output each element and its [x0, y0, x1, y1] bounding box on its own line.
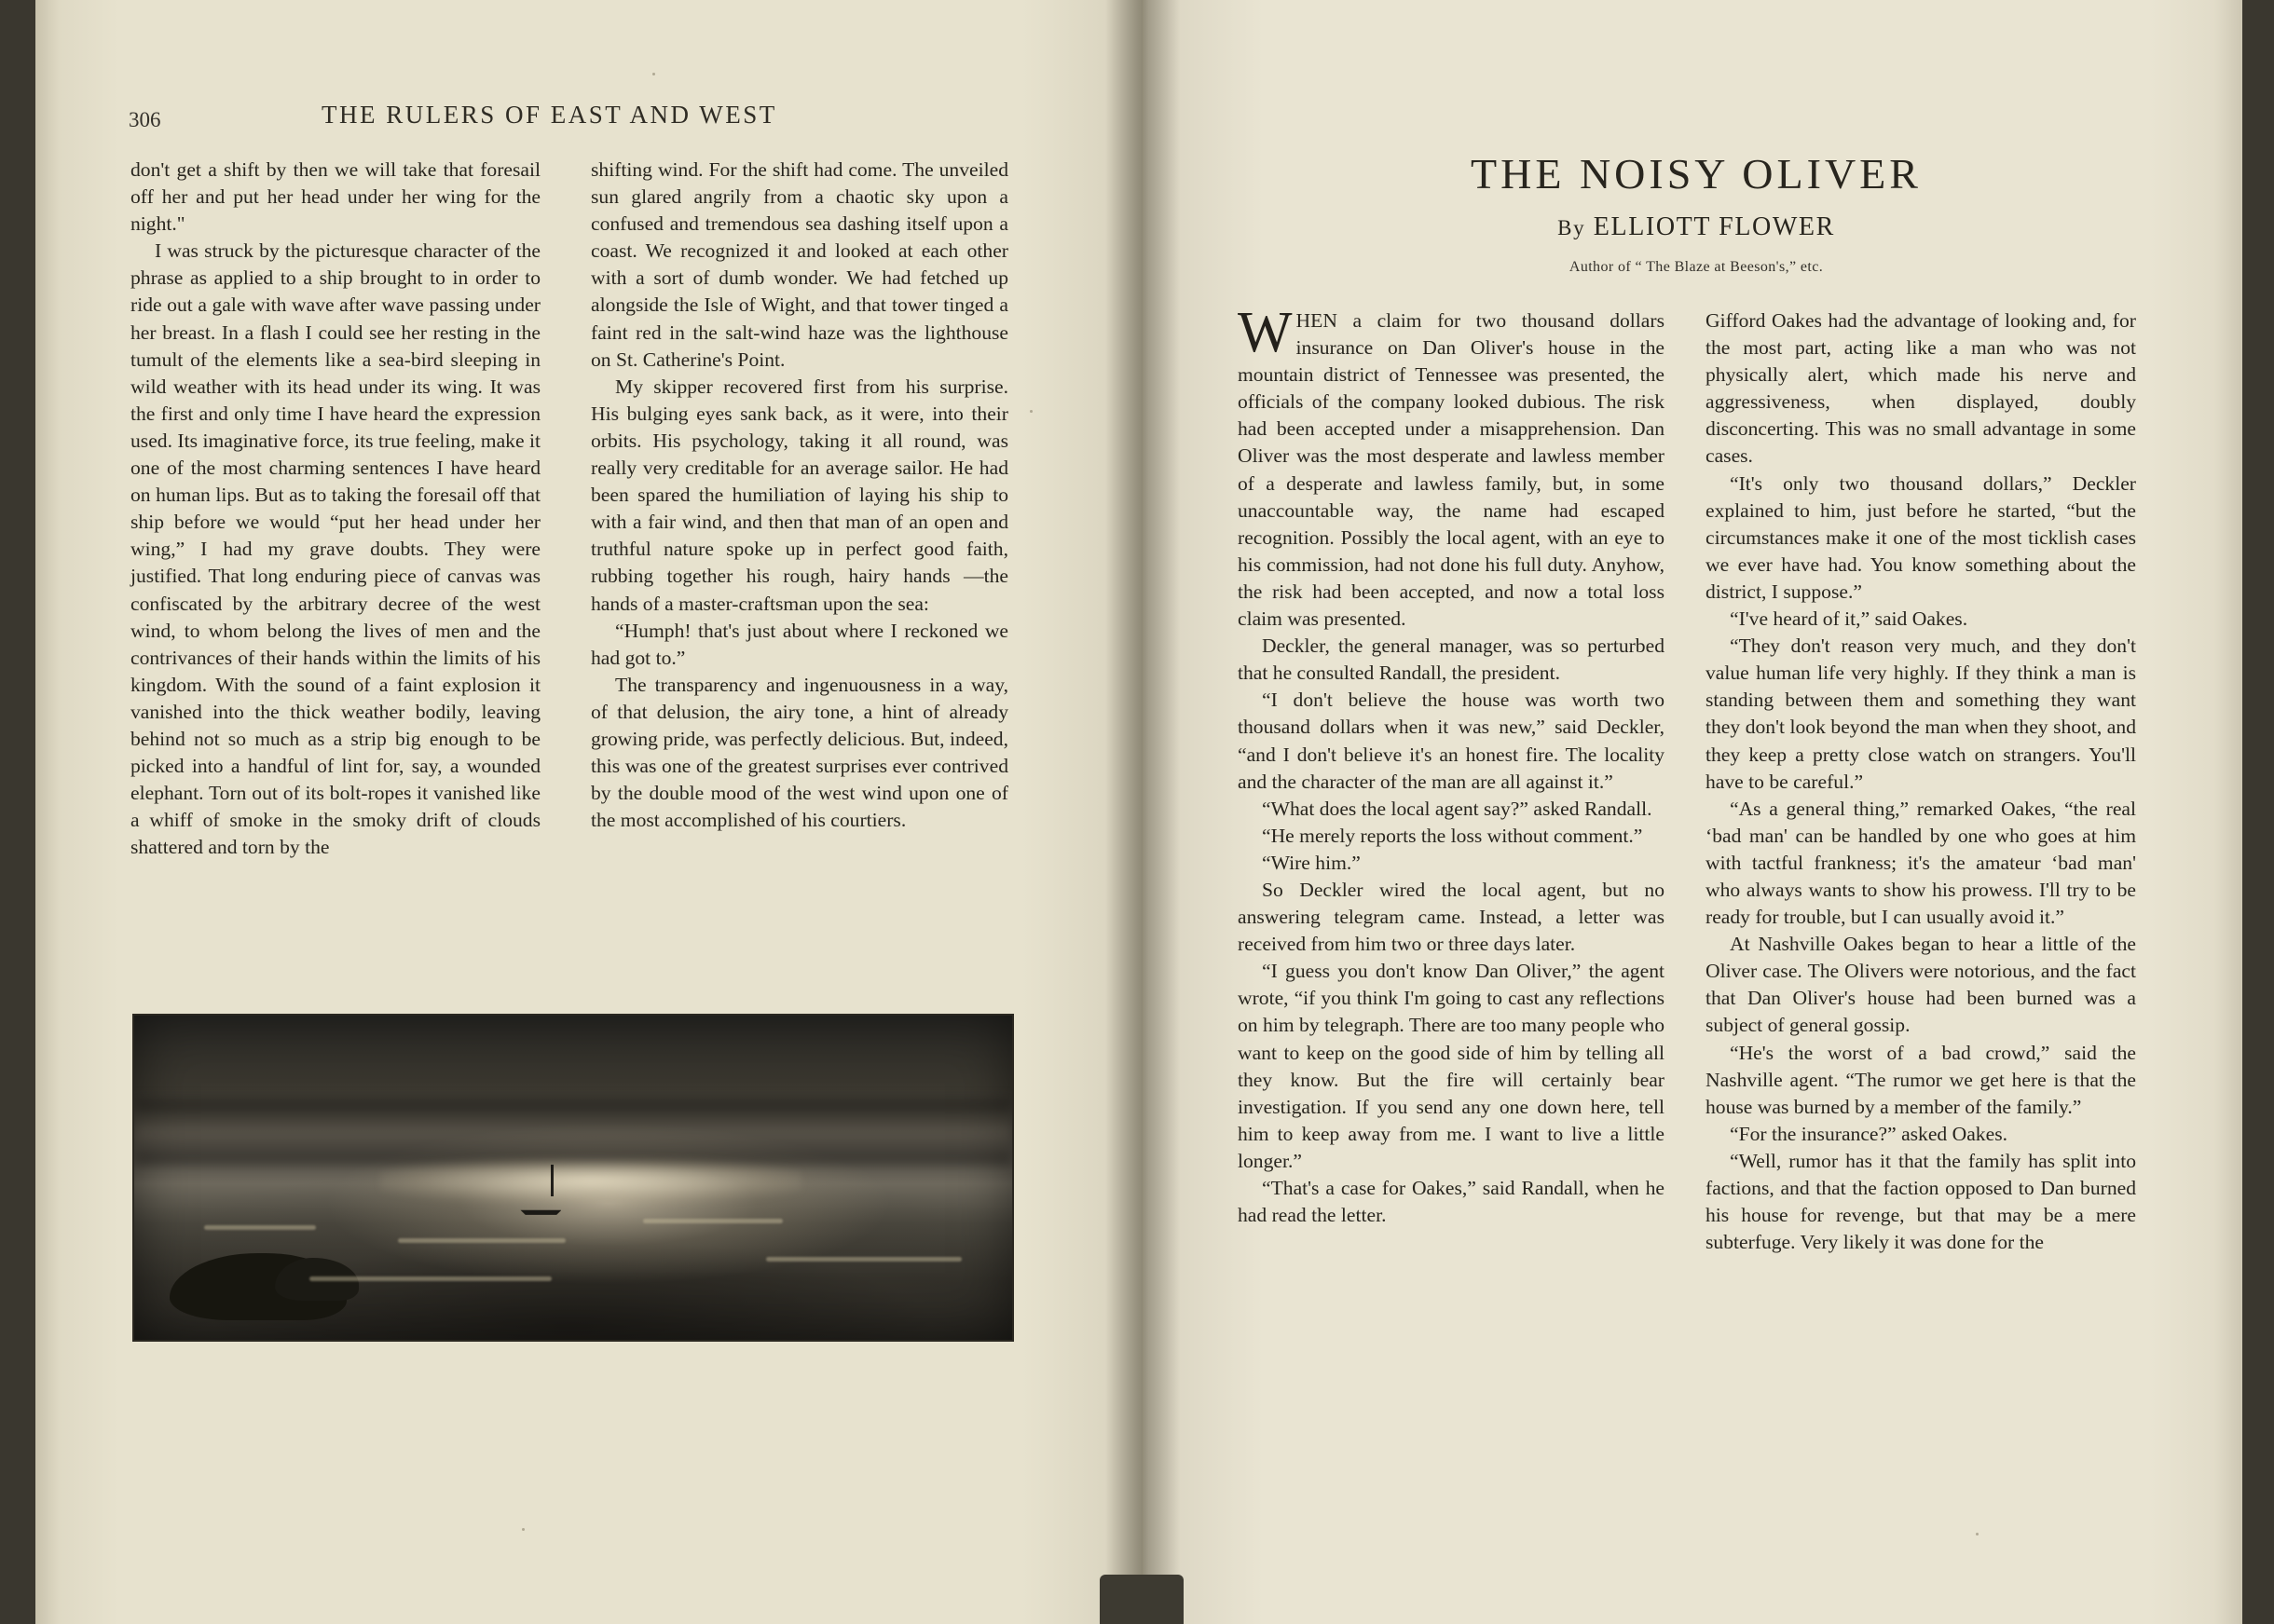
- left-column-two: [591, 157, 1008, 834]
- ice-floe: [398, 1238, 566, 1243]
- paragraph: don't get a shift by then we will take that foresail off her and put her head under her wing for the night.": [130, 158, 541, 236]
- paragraph: Deckler, the general manager, was so perturbed that he consulted Randall, the president.: [1238, 635, 1664, 685]
- paragraph: At Nashville Oakes began to hear a little of the Oliver case. The Olivers were notorious, and the fact that Dan Oliver's house had been burned was a subject of general gossip.: [1706, 933, 2136, 1037]
- page-number: 306: [129, 108, 161, 131]
- paragraph: I was struck by the picturesque character of the phrase as applied to a ship brought to in order to ride out a gale with wave after wave passing under her breast. In a flash I could see her resting in the tumult of the elements like a sea-bird sleeping in wild weather with its head under its wing. It was the first and only time I have heard the expression used. Its imaginative force, its true feeling, make it one of the most charming sentences I have heard on human lips. But as to taking the foresail off that ship before we would “put her head under her wing,” I had my grave doubts. They were justified. That long enduring piece of canvas was confiscated by the arbitrary decree of the west wind, to whom belong the lives of men and the contrivances of their hands within the limits of his kingdom. With the sound of a faint explosion it vanished into the thick weather bodily, leaving behind not so much as a strip big enough to be picked into a handful of lint for, say, a wounded elephant. Torn out of its bolt-ropes it vanished like a whiff of smoke in the smoky drift of clouds shattered and torn by the: [130, 239, 541, 859]
- paper-speck: [522, 1528, 525, 1531]
- paragraph: “He merely reports the loss without comment.”: [1262, 824, 1643, 847]
- paragraph: “It's only two thousand dollars,” Deckler explained to him, just before he started, “but the circumstances make it one of the most ticklish cases we ever have had. You know something about the district, I suppose.”: [1706, 471, 2136, 603]
- seascape-illustration: [132, 1014, 1014, 1342]
- left-page-edge: [0, 0, 37, 1624]
- left-column-one: [130, 157, 541, 861]
- ice-floe: [643, 1219, 783, 1223]
- paragraph: “Well, rumor has it that the family has split into factions, and that the faction opposed to Dan burned his house for revenge, but that may be a mere subterfuge. Very likely it was done for the: [1706, 1149, 2136, 1254]
- cloud-band: [134, 1099, 1012, 1165]
- article-byline: [1212, 212, 2181, 242]
- paragraph: The transparency and ingenuousness in a way, of that delusion, the airy tone, a hint of already growing pride, was perfectly delicious. But, indeed, this was one of the greatest surprises ever contrived by the double mood of the west wind upon one of the most accomplished of his courtiers.: [591, 673, 1008, 832]
- paper-speck: [652, 73, 655, 75]
- paragraph: “Humph! that's just about where I reckoned we had got to.”: [591, 619, 1008, 669]
- horizon-glow: [380, 1158, 801, 1204]
- paragraph: “As a general thing,” remarked Oakes, “the real ‘bad man' can be handled by one who goes at him with tactful frankness; it's the amateur ‘bad man' who always wants to show his prowess. I'll try to be ready for trouble, but I can usually avoid it.”: [1706, 797, 2136, 929]
- right-column-two: [1706, 307, 2136, 1256]
- paragraph: So Deckler wired the local agent, but no answering telegram came. Instead, a letter was received from him two or three days later.: [1238, 878, 1664, 956]
- author-note: Author of “ The Blaze at Beeson's,” etc.: [1569, 259, 1824, 275]
- ship-mast: [551, 1165, 554, 1196]
- paragraph: “I've heard of it,” said Oakes.: [1730, 607, 1968, 631]
- paragraph: “He's the worst of a bad crowd,” said the Nashville agent. “The rumor we get here is that the house was burned by a member of the family.”: [1706, 1041, 2136, 1118]
- right-page-edge: [2237, 0, 2274, 1624]
- paragraph: “For the insurance?” asked Oakes.: [1730, 1122, 2007, 1145]
- paragraph: “I don't believe the house was worth two thousand dollars when it was new,” said Deckler, “and I don't believe it's an honest fire. The locality and the character of the man are all against it.”: [1238, 689, 1664, 793]
- paper-speck: [1976, 1533, 1979, 1535]
- lead-paragraph: [1238, 301, 1664, 633]
- article-title: THE NOISY OLIVER: [1471, 150, 1922, 198]
- drop-cap: W: [1238, 301, 1293, 364]
- page-tab: [1100, 1575, 1184, 1624]
- paragraph: shifting wind. For the shift had come. The unveiled sun glared angrily from a chaotic sky upon a confused and tremendous sea dashing itself upon a coast. We recognized it and looked at each other with a sort of dumb wonder. We had fetched up alongside the Isle of Wight, and that tower tinged a faint red in the salt-wind haze was the lighthouse on St. Catherine's Point.: [591, 158, 1008, 371]
- paragraph: “Wire him.”: [1262, 851, 1361, 874]
- paragraph: Gifford Oakes had the advantage of looking and, for the most part, acting like a man who was not physically alert, which made his nerve and aggressiveness, when displayed, doubly disconcerting. This was no small advantage in some cases.: [1706, 309, 2136, 468]
- paragraph: “I guess you don't know Dan Oliver,” the agent wrote, “if you think I'm going to cast any reflections on him by telegraph. There are too many people who want to keep on the good side of him by telling all they know. But the fire will certainly bear investigation. If you send any one down here, tell him to keep away from me. I want to live a little longer.”: [1238, 960, 1664, 1172]
- ice-floe: [309, 1276, 552, 1281]
- right-column-one: [1238, 301, 1664, 1229]
- paragraph: “What does the local agent say?” asked Randall.: [1262, 797, 1652, 820]
- paragraph: “They don't reason very much, and they don't value human life very highly. If they think a man is standing between them and something they want they don't look beyond the man when they shoot, and they keep a pretty close watch on strangers. You'll have to be careful.”: [1706, 635, 2136, 793]
- byline-author: ELLIOTT FLOWER: [1593, 212, 1835, 241]
- ice-floe: [204, 1225, 316, 1230]
- running-head-title: THE RULERS OF EAST AND WEST: [322, 101, 777, 129]
- paragraph: My skipper recovered first from his surprise. His bulging eyes sank back, as it were, into their orbits. His psychology, taking it all round, was really very creditable for an average sailor. He had been spared the humiliation of laying his ship to with a fair wind, and then that man of an open and truthful nature spoke up in perfect good faith, rubbing together his rough, hairy hands —the hands of a master-craftsman upon the sea:: [591, 375, 1008, 615]
- paper-speck: [1030, 410, 1033, 413]
- ice-floe: [766, 1257, 962, 1262]
- paragraph-text: HEN a claim for two thousand dollars insurance on Dan Oliver's house in the mountain district of Tennessee was presented, the officials of the company looked dubious. The risk had been accepted under a misapprehension. Dan Oliver was the most desperate and lawless member of a desperate and lawless family, but, in some unaccountable way, the name had escaped recognition. Possibly the local agent, with an eye to his commission, had not done his full duty. Anyhow, the risk had been accepted, and now a total loss claim was presented.: [1238, 309, 1664, 631]
- byline-prefix: By: [1557, 216, 1586, 239]
- paragraph: “That's a case for Oakes,” said Randall, when he had read the letter.: [1238, 1177, 1664, 1227]
